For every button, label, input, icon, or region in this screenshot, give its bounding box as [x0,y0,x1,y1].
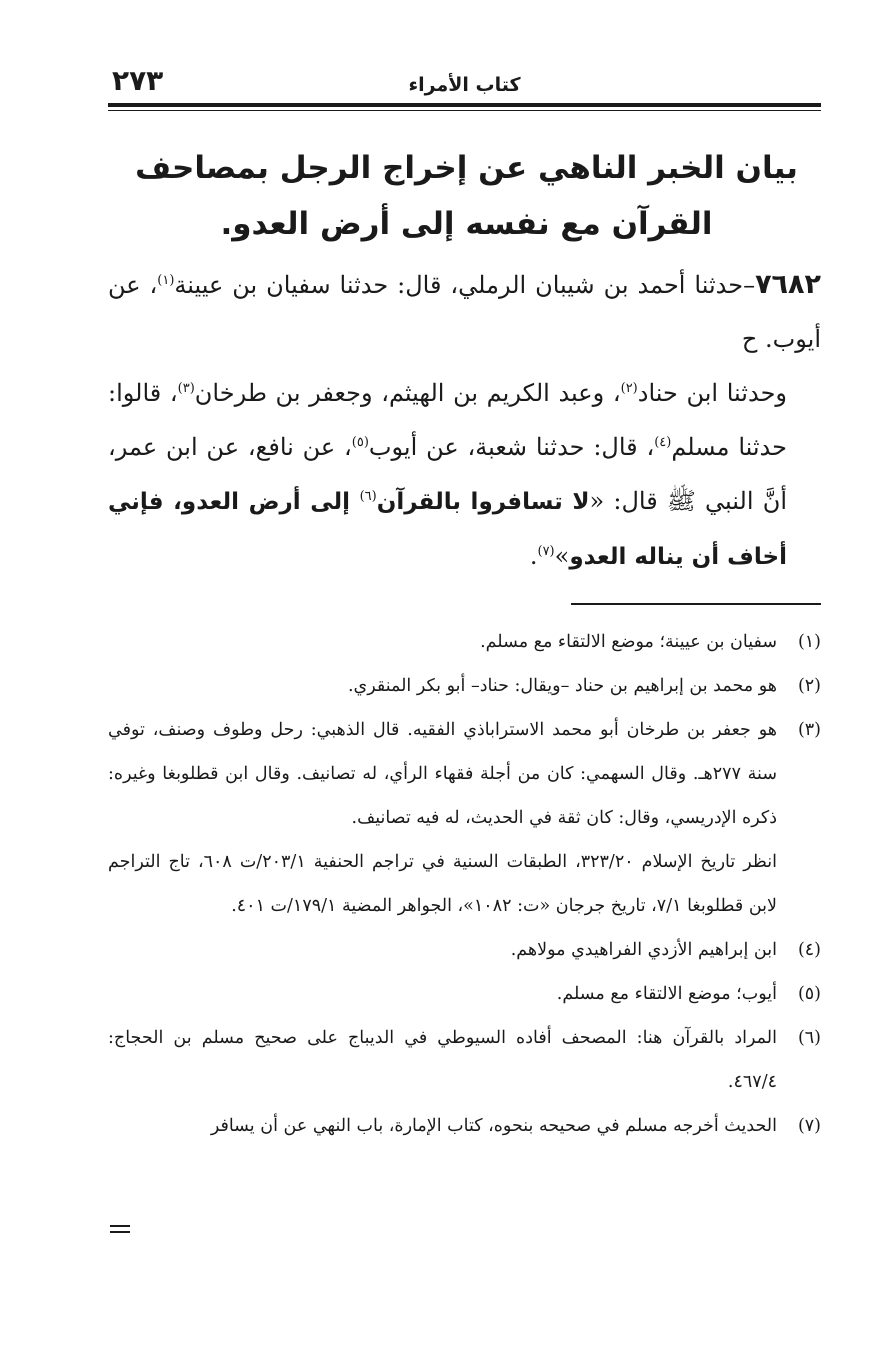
footnote-number: (٤) [797,940,821,960]
footnote-separator [571,603,821,605]
quote-close: » [554,542,570,570]
footnote-number: (٧) [797,1116,821,1136]
footnote-ref-2[interactable]: (٢) [620,381,638,396]
footnote-text: انظر تاريخ الإسلام ٣٢٣/٢٠، الطبقات السنية في تراجم الحنفية ٢٠٣/١/ت ٦٠٨، تاج التراجم لابن قطلوبغا ٧/١، تاريخ جرجان «ت: ١٠٨٢»، الجواهر المضية ١٧٩/١/ت ٤٠١. [108,852,778,916]
prophetic-quote-a: لا تسافروا بالقرآن [376,489,590,515]
footnote-item [108,928,821,972]
footnote-number: (٣) [797,720,821,740]
footnote-text: الحديث أخرجه مسلم في صحيحه بنحوه، كتاب الإمارة، باب النهي عن أن يسافر [210,1116,777,1136]
isnad-part-d: ، قال: حدثنا شعبة، عن أيوب [368,433,655,461]
footnote-item [108,1104,821,1148]
footnote-item [108,972,821,1016]
footnotes [108,620,821,1148]
sentence-end: . [529,542,538,570]
hadith-isnad-1: –حدثنا أحمد بن شيبان الرملي، قال: حدثنا سفيان بن عيينة [174,271,756,299]
footnote-text: هو جعفر بن طرخان أبو محمد الاستراباذي الفقيه. قال الذهبي: رحل وطوف وصنف، توفي سنة ٢٧٧هـ. وقال السهمي: كان من أجلة فقهاء الرأي، له تصانيف. وقال ابن قطلوبغا وغيره: ذكره الإدريسي، وقال: كان ثقة في الحديث، له فيه تصانيف. [108,720,777,828]
header-rule-thin [108,110,821,111]
footnote-ref-6[interactable]: (٦) [359,489,377,504]
hadith-number: ٧٦٨٢ [755,269,821,300]
header-rule-thick [108,103,821,107]
running-title: كتاب الأمراء [408,74,521,96]
chapter-title: بيان الخبر الناهي عن إخراج الرجل بمصاحف القرآن مع نفسه إلى أرض العدو. [135,150,798,242]
footnote-item [108,708,821,928]
footnote-text: المراد بالقرآن هنا: المصحف أفاده السيوطي في الديباج على صحيح مسلم بن الحجاج: ٤٦٧/٤. [108,1028,777,1092]
isnad-part-e: ، عن نافع، عن ابن عمر، أنَّ النبي ﷺ قال: « [108,433,787,515]
footnote-ref-7[interactable]: (٧) [537,544,555,559]
footnote-number: (٥) [797,984,821,1004]
footnote-ref-4[interactable]: (٤) [654,435,672,450]
page-number: ٢٧٣ [112,64,164,97]
hadith-isnad-1-end: ، عن أيوب. ح [108,271,821,353]
running-header [108,60,821,104]
footnote-ref-5[interactable]: (٥) [351,435,369,450]
footnote-item [108,620,821,664]
prophetic-quote-b: إلى أرض العدو، فإني أخاف أن يناله العدو [108,489,787,570]
footnote-number: (٢) [797,676,821,696]
footnote-item [108,664,821,708]
footnote-number: (٦) [797,1028,821,1048]
isnad-part-b: ، وعبد الكريم بن الهيثم، وجعفر بن طرخان [194,379,621,407]
footnote-text: ابن إبراهيم الأزدي الفراهيدي مولاهم. [510,940,777,960]
footnote-text: سفيان بن عيينة؛ موضع الالتقاء مع مسلم. [480,632,777,652]
continuation-mark [110,1225,130,1237]
footnote-ref-3[interactable]: (٣) [177,381,195,396]
hadith-paragraph-1 [108,258,821,366]
hadith-paragraph-2 [108,366,821,584]
hadith-text [108,258,821,584]
footnote-text: هو محمد بن إبراهيم بن حناد –ويقال: حناد– أبو بكر المنقري. [347,676,777,696]
isnad-part-a: وحدثنا ابن حناد [637,379,787,407]
footnote-number: (١) [797,632,821,652]
footnote-text: أيوب؛ موضع الالتقاء مع مسلم. [556,984,777,1004]
footnote-ref-1[interactable]: (١) [157,273,175,288]
isnad-part-c: ، قالوا: حدثنا مسلم [108,379,787,461]
footnote-item [108,1016,821,1104]
